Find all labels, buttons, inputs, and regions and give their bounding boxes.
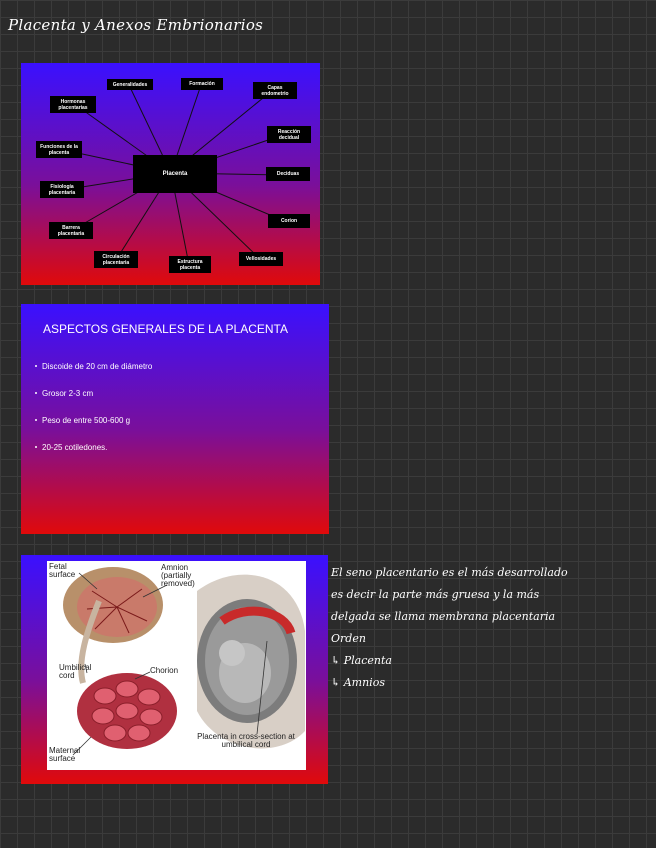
bullet-icon	[35, 365, 37, 367]
mindmap-slide	[21, 63, 320, 285]
mindmap-node: Hormonas placentarias	[50, 96, 96, 113]
bullet-icon	[35, 446, 37, 448]
bullet-icon	[35, 392, 37, 394]
mindmap-node: Formación	[181, 78, 223, 90]
illustration-label: Umbilical cord	[59, 663, 92, 680]
mindmap-node: Fisiología placentaria	[40, 181, 84, 198]
placenta-illustration	[47, 561, 306, 770]
illustration-label: Placenta in cross-section at umbilical cord	[197, 732, 295, 749]
list-item: Peso de entre 500-600 g	[35, 416, 152, 443]
note-line: delgada se llama membrana placentaria	[331, 610, 556, 623]
mindmap-node: Deciduas	[266, 167, 310, 181]
mindmap-node: Capas endometrio	[253, 82, 297, 99]
mindmap-node: Corion	[268, 214, 310, 228]
illustration-label: Amnion (partially removed)	[161, 563, 195, 588]
mindmap-node: Vellosidades	[239, 252, 283, 266]
list-item: Discoide de 20 cm de diámetro	[35, 362, 152, 389]
list-item: 20-25 cotiledones.	[35, 443, 152, 470]
handwritten-notes	[331, 562, 649, 694]
page-title: Placenta y Anexos Embrionarios	[8, 16, 264, 34]
bullet-icon	[35, 419, 37, 421]
aspects-list	[35, 362, 152, 470]
mindmap-node: Circulación placentaria	[94, 251, 138, 268]
note-line: ↳ Placenta	[331, 654, 392, 667]
mindmap-node: Estructura placenta	[169, 256, 211, 273]
note-line: Orden	[331, 632, 366, 645]
placenta-illustration-slide	[21, 555, 328, 784]
mindmap-node: Reacción decidual	[267, 126, 311, 143]
note-line: ↳ Amnios	[331, 676, 385, 689]
mindmap-node: Barrera placentaria	[49, 222, 93, 239]
illustration-label: Chorion	[150, 666, 179, 675]
illustration-label: Fetal surface	[49, 562, 76, 579]
illustration-label: Maternal surface	[49, 746, 81, 763]
slide-title: ASPECTOS GENERALES DE LA PLACENTA	[43, 322, 288, 336]
mindmap-center-node: Placenta	[133, 155, 217, 193]
general-aspects-slide	[21, 304, 329, 534]
mindmap-node: Funciones de la placenta	[36, 141, 82, 158]
list-item: Grosor 2-3 cm	[35, 389, 152, 416]
mindmap-node: Generalidades	[107, 79, 153, 90]
note-line: El seno placentario es el más desarrollado	[331, 566, 568, 579]
note-line: es decir la parte más gruesa y la más	[331, 588, 540, 601]
